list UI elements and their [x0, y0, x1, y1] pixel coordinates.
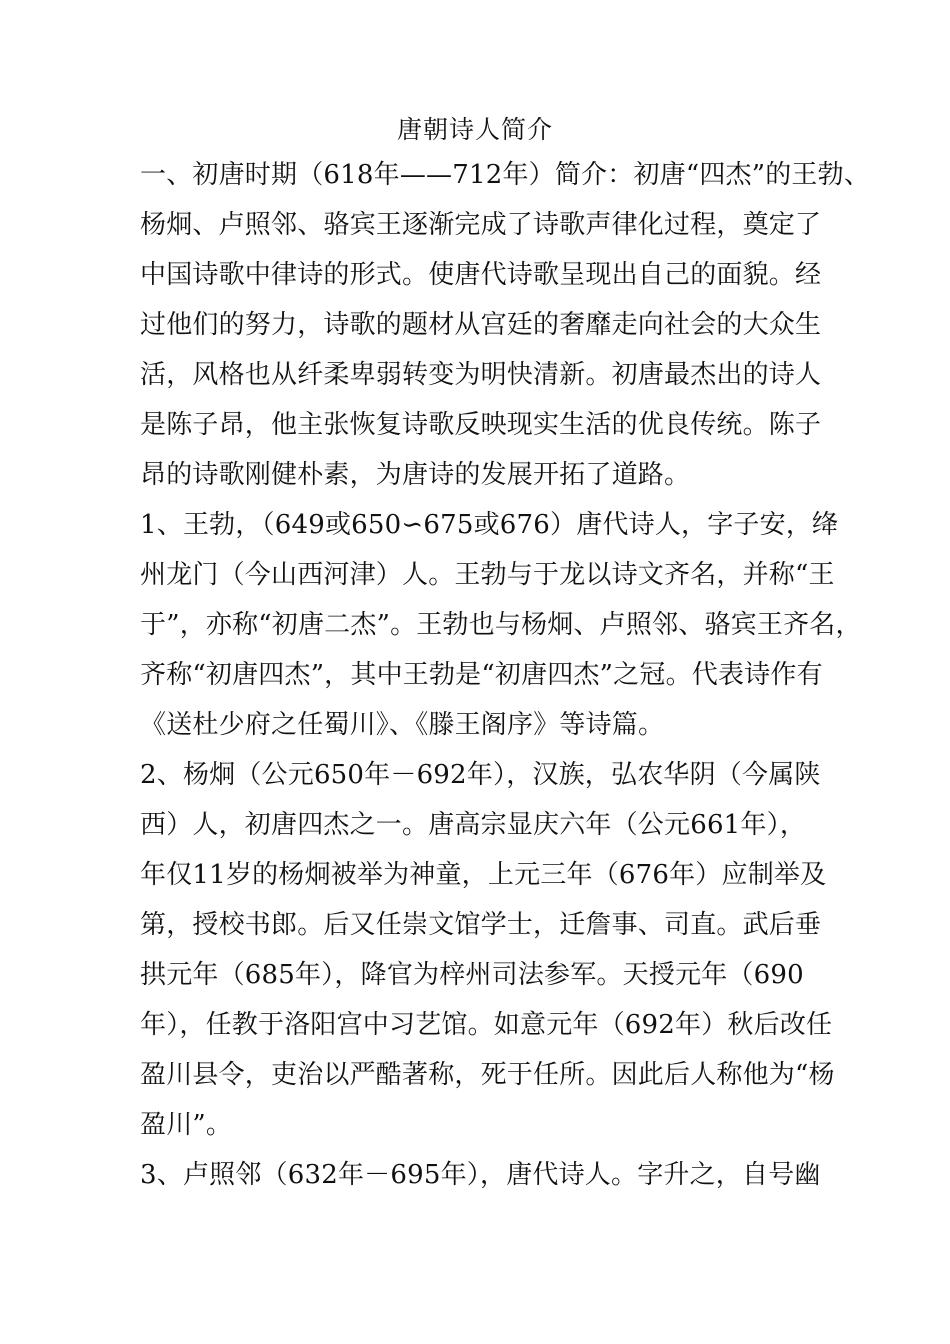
- text-line: 拱元年（685年），降官为梓州司法参军。天授元年（690: [140, 960, 804, 990]
- text-line: 盈川县令，吏治以严酷著称，死于任所。因此后人称他为“杨: [140, 1060, 835, 1090]
- text-line: 中国诗歌中律诗的形式。使唐代诗歌呈现出自己的面貌。经: [140, 260, 822, 290]
- text-line: 于”，亦称“初唐二杰”。王勃也与杨炯、卢照邻、骆宾王齐名，: [140, 610, 862, 640]
- text-line: 年），任教于洛阳宫中习艺馆。如意元年（692年）秋后改任: [140, 1010, 833, 1040]
- text-line: 2、杨炯（公元650年－692年），汉族，弘农华阴（今属陕: [140, 760, 821, 790]
- text-line: 是陈子昂，他主张恢复诗歌反映现实生活的优良传统。陈子: [140, 410, 822, 440]
- text-line: 活，风格也从纤柔卑弱转变为明快清新。初唐最杰出的诗人: [140, 360, 822, 390]
- text-line: 盈川”。: [140, 1110, 233, 1140]
- text-line: 1、王勃，（649或650∽675或676）唐代诗人，字子安，绛: [140, 510, 839, 540]
- document-title: 唐朝诗人简介: [396, 115, 553, 144]
- text-line: 3、卢照邻（632年－695年），唐代诗人。字升之，自号幽: [140, 1160, 821, 1190]
- text-line: 州龙门（今山西河津）人。王勃与于龙以诗文齐名，并称“王: [140, 560, 835, 590]
- text-line: 过他们的努力，诗歌的题材从宫廷的奢靡走向社会的大众生: [140, 310, 822, 340]
- text-line: 杨炯、卢照邻、骆宾王逐渐完成了诗歌声律化过程，奠定了: [140, 210, 822, 240]
- text-line: 《送杜少府之任蜀川》、《滕王阁序》等诗篇。: [140, 710, 665, 740]
- text-line: 齐称“初唐四杰”，其中王勃是“初唐四杰”之冠。代表诗作有: [140, 660, 823, 690]
- text-line: 第，授校书郎。后又任崇文馆学士，迁詹事、司直。武后垂: [140, 910, 822, 940]
- text-line: 年仅11岁的杨炯被举为神童，上元三年（676年）应制举及: [140, 860, 827, 890]
- text-line: 昂的诗歌刚健朴素，为唐诗的发展开拓了道路。: [140, 460, 691, 490]
- text-line: 西）人，初唐四杰之一。唐高宗显庆六年（公元661年），: [140, 810, 807, 840]
- text-line: 一、初唐时期（618年——712年）简介：初唐“四杰”的王勃、: [140, 160, 871, 190]
